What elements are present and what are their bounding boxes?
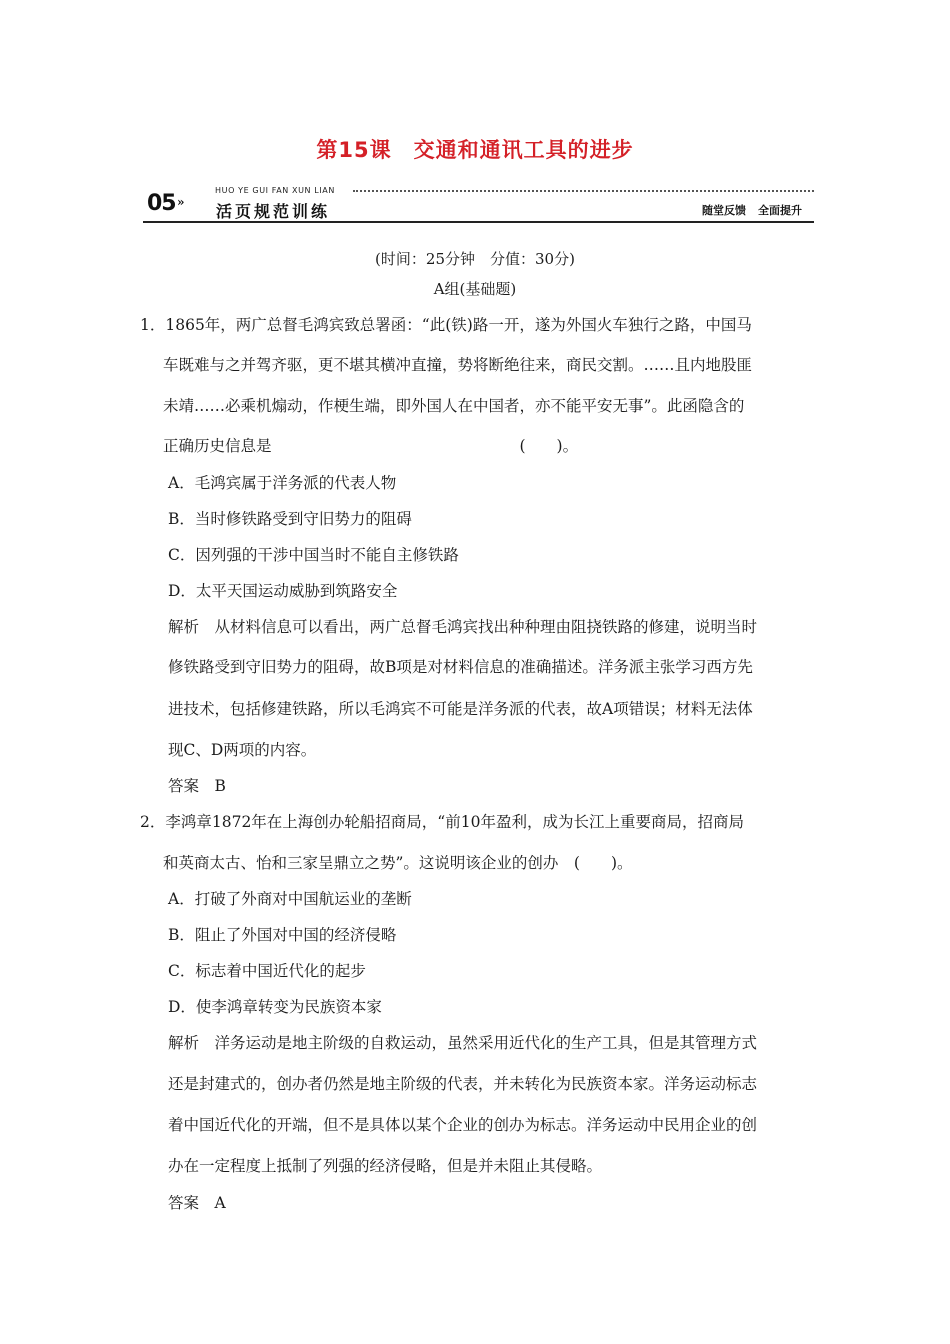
q1-answer: 答案 B — [168, 777, 226, 795]
q1-explanation-2: 修铁路受到守旧势力的阻碍，故B项是对材料信息的准确描述。洋务派主张学习西方先 — [168, 658, 753, 676]
q1-option-d: D．太平天国运动威胁到筑路安全 — [168, 582, 398, 600]
q1-explanation-4: 现C、D两项的内容。 — [168, 741, 317, 759]
section-banner — [143, 186, 814, 224]
q1-option-a: A．毛鸿宾属于洋务派的代表人物 — [168, 474, 397, 492]
q2-option-a: A．打破了外商对中国航运业的垄断 — [168, 890, 412, 908]
q1-explanation-1: 解析 从材料信息可以看出，两广总督毛鸿宾找出种种理由阻挠铁路的修建，说明当时 — [168, 618, 758, 636]
q2-option-c: C．标志着中国近代化的起步 — [168, 962, 366, 980]
banner-pinyin: HUO YE GUI FAN XUN LIAN — [215, 186, 335, 195]
q1-line-2: 车既难与之并驾齐驱，更不堪其横冲直撞，势将断绝往来，商民交割。……且内地股匪 — [163, 356, 753, 374]
q2-explanation-4: 办在一定程度上抵制了列强的经济侵略，但是并未阻止其侵略。 — [168, 1157, 603, 1175]
banner-label: 活页规范训练 — [216, 202, 331, 221]
q2-explanation-2: 还是封建式的，创办者仍然是地主阶级的代表，并未转化为民族资本家。洋务运动标志 — [168, 1075, 758, 1093]
group-label: A组(基础题) — [433, 280, 517, 298]
q1-line-4: 正确历史信息是 ( )。 — [163, 437, 579, 455]
q1-option-c: C．因列强的干涉中国当时不能自主修铁路 — [168, 546, 459, 564]
q2-explanation-3: 着中国近代化的开端，但不是具体以某个企业的创办为标志。洋务运动中民用企业的创 — [168, 1116, 758, 1134]
banner-right-2: 全面提升 — [758, 204, 802, 217]
page-title: 第15课 交通和通讯工具的进步 — [316, 138, 634, 162]
q1-option-b: B．当时修铁路受到守旧势力的阻碍 — [168, 510, 412, 528]
q1-line-1: 1．1865年，两广总督毛鸿宾致总署函：“此(铁)路一开，遂为外国火车独行之路，中国马 — [140, 316, 752, 334]
time-score: (时间：25分钟 分值：30分) — [375, 250, 575, 268]
double-chevron-icon: » — [177, 195, 185, 209]
banner-dotted-rule — [353, 190, 814, 192]
banner-right-1: 随堂反馈 — [702, 204, 746, 217]
q2-answer: 答案 A — [168, 1194, 226, 1212]
q2-explanation-1: 解析 洋务运动是地主阶级的自救运动，虽然采用近代化的生产工具，但是其管理方式 — [168, 1034, 758, 1052]
q2-option-b: B．阻止了外国对中国的经济侵略 — [168, 926, 397, 944]
q2-option-d: D．使李鸿章转变为民族资本家 — [168, 998, 382, 1016]
q1-line-3: 未靖……必乘机煽动，作梗生端，即外国人在中国者，亦不能平安无事”。此函隐含的 — [163, 397, 745, 415]
q2-line-2: 和英商太古、怡和三家呈鼎立之势”。这说明该企业的创办 ( )。 — [163, 854, 633, 872]
q1-explanation-3: 进技术，包括修建铁路，所以毛鸿宾不可能是洋务派的代表，故A项错误；材料无法体 — [168, 700, 753, 718]
q2-line-1: 2．李鸿章1872年在上海创办轮船招商局，“前10年盈利，成为长江上重要商局，招商局 — [140, 813, 744, 831]
banner-right — [702, 202, 802, 218]
banner-number: 05 — [147, 191, 176, 216]
